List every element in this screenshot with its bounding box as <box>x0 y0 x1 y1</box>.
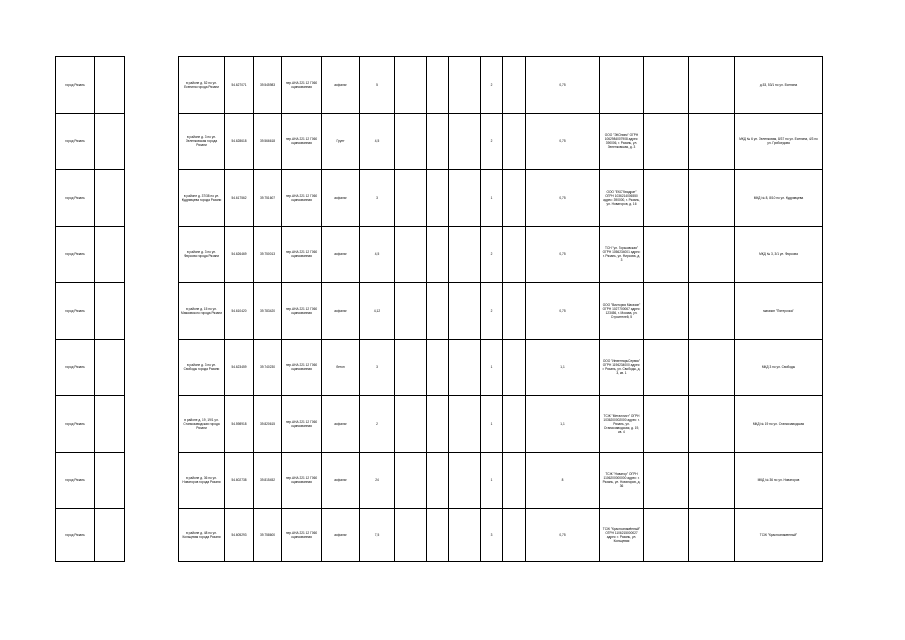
cell-address: в районе д. 36 по ул. Новаторов города Рязани <box>179 452 225 509</box>
cell-containers: 1 <box>481 452 503 509</box>
cell-empty <box>503 452 526 509</box>
cell-coating: пер.АНА 221 12 Г060 оцинкованная <box>282 396 322 453</box>
cell-volume: 0,75 <box>526 113 600 170</box>
cell-source: МКД № 19 по ул. Станкозаводская <box>735 396 823 453</box>
cell-lon: 39.820615 <box>254 396 282 453</box>
cell-empty <box>689 452 735 509</box>
cell-empty <box>689 509 735 562</box>
cell-volume: 8 <box>526 452 600 509</box>
cell-empty <box>689 226 735 283</box>
cell-base: асфальт <box>322 226 360 283</box>
cell-cnt3 <box>449 396 481 453</box>
cell-lat: 54.602738 <box>225 452 254 509</box>
cell-lat: 54.598918 <box>225 396 254 453</box>
cell-empty <box>644 452 689 509</box>
cell-source: д.53, 53/1 по ул. Есенина <box>735 57 823 114</box>
cell-empty <box>644 113 689 170</box>
table-row <box>56 283 823 340</box>
cell-coating: пер.АНА 221 12 Г060 оцинкованная <box>282 113 322 170</box>
cell-address: в районе д. 3 по ул. Свободы города Рязани <box>179 339 225 396</box>
cell-containers: 1 <box>481 396 503 453</box>
table-row <box>56 113 823 170</box>
cell-empty <box>503 170 526 227</box>
cell-lon: 39.545983 <box>254 57 282 114</box>
cell-source: МКД № 6 ул. Зеленковая, 8/37 по ул. Есенина, 4/3 по ул. Грибоедова <box>735 113 823 170</box>
cell-base: асфальт <box>322 170 360 227</box>
cell-empty <box>644 396 689 453</box>
cell-settlement: город Рязань <box>56 57 95 114</box>
cell-owner: ТСЖ "Металлист" ОГРН 1036200002000 адрес: г. Рязань, ул. Станкозаводская, д. 19, кв. 4 <box>600 396 644 453</box>
cell-empty <box>503 57 526 114</box>
cell-empty <box>503 283 526 340</box>
cell-source: МКД № 3, 3/1 ул. Фирсова <box>735 226 823 283</box>
table-row <box>56 396 823 453</box>
table-row <box>56 226 823 283</box>
column-gap <box>125 452 179 509</box>
cell-containers: 3 <box>481 509 503 562</box>
cell-base: асфальт <box>322 396 360 453</box>
column-gap <box>125 113 179 170</box>
cell-empty <box>95 339 125 396</box>
column-gap <box>125 57 179 114</box>
cell-containers: 2 <box>481 113 503 170</box>
cell-base: бетон <box>322 339 360 396</box>
cell-owner: ТСЖ "Новатор" ОГРН 1106200000000 адрес: г. Рязань, ул. Новаторов, д. 36 <box>600 452 644 509</box>
cell-lat: 54.626469 <box>225 226 254 283</box>
cell-containers: 1 <box>481 170 503 227</box>
cell-settlement: город Рязань <box>56 226 95 283</box>
cell-base: асфальт <box>322 283 360 340</box>
cell-empty <box>95 170 125 227</box>
cell-cnt2 <box>427 226 449 283</box>
cell-settlement: город Рязань <box>56 452 95 509</box>
cell-address: в районе д. 48 по ул. Кольцевая города Рязани <box>179 509 225 562</box>
table-row <box>56 57 823 114</box>
cell-cnt2 <box>427 283 449 340</box>
cell-cnt1 <box>395 452 427 509</box>
cell-empty <box>644 283 689 340</box>
cell-empty <box>689 170 735 227</box>
cell-empty <box>689 283 735 340</box>
cell-lat: 54.617562 <box>225 170 254 227</box>
cell-owner: ООО "ИнвентарьСервис" ОГРН 1196234000 адрес: г. Рязань, ул. Свободы, д. 3, кв. 1 <box>600 339 644 396</box>
cell-cnt3 <box>449 113 481 170</box>
cell-cnt2 <box>427 509 449 562</box>
cell-address: в районе д. 37/38 по ул. Кудрявцева города Рязани <box>179 170 225 227</box>
cell-empty <box>644 57 689 114</box>
cell-owner: ООО "Виктория Магазин" ОГРН 1027700067 адрес: 123456, г. Москва, ул. Строителей, 5 <box>600 283 644 340</box>
cell-cnt3 <box>449 452 481 509</box>
cell-coating: пер.АНА 221 12 Г060 оцинкованная <box>282 170 322 227</box>
cell-containers: 1 <box>481 339 503 396</box>
cell-coating: пер.АНА 221 12 Г060 оцинкованная <box>282 452 322 509</box>
cell-base: асфальт <box>322 452 360 509</box>
cell-cnt2 <box>427 170 449 227</box>
container-sites-table <box>55 56 823 562</box>
cell-area: 4,5 <box>360 113 395 170</box>
cell-cnt3 <box>449 339 481 396</box>
cell-area: 7,5 <box>360 509 395 562</box>
cell-source: МКД 3 по ул. Свободы <box>735 339 823 396</box>
cell-settlement: город Рязань <box>56 339 95 396</box>
cell-owner: ТСН "ул. Горьковская" ОГРН 1056234001 адрес: г. Рязань, ул. Фирсова, д. 3 <box>600 226 644 283</box>
column-gap <box>125 226 179 283</box>
cell-empty <box>95 509 125 562</box>
cell-area: 24 <box>360 452 395 509</box>
cell-lon: 39.815452 <box>254 452 282 509</box>
cell-volume: 1,1 <box>526 339 600 396</box>
cell-coating: пер.АНА 221 12 Г060 оцинкованная <box>282 509 322 562</box>
cell-source: МКД № 8, 8/10 по ул. Кудрявцева <box>735 170 823 227</box>
cell-cnt1 <box>395 226 427 283</box>
cell-empty <box>95 452 125 509</box>
cell-empty <box>503 396 526 453</box>
cell-address: в районе д. 3 по ул. Фирсова города Рязани <box>179 226 225 283</box>
column-gap <box>125 396 179 453</box>
table-row <box>56 452 823 509</box>
cell-source: ТСЖ "Краснознаменный" <box>735 509 823 562</box>
cell-owner: ТСЖ "Краснознамённый" ОГРН 1106215000027 адрес: г. Рязань, ул. Кольцевая <box>600 509 644 562</box>
cell-lon: 39.566618 <box>254 113 282 170</box>
cell-source: магазин "Пятерочка" <box>735 283 823 340</box>
column-gap <box>125 170 179 227</box>
cell-empty <box>95 57 125 114</box>
cell-empty <box>644 170 689 227</box>
cell-cnt3 <box>449 226 481 283</box>
cell-cnt1 <box>395 283 427 340</box>
cell-cnt2 <box>427 452 449 509</box>
cell-cnt3 <box>449 170 481 227</box>
cell-coating: пер.АНА 221 12 Г060 оцинкованная <box>282 57 322 114</box>
cell-empty <box>644 509 689 562</box>
cell-address: в районе д. 3 по ул. Зеленковская города Рязани <box>179 113 225 170</box>
cell-empty <box>95 396 125 453</box>
cell-empty <box>689 396 735 453</box>
cell-volume: 0,75 <box>526 509 600 562</box>
cell-empty <box>689 57 735 114</box>
cell-containers: 2 <box>481 226 503 283</box>
cell-lat: 54.610420 <box>225 283 254 340</box>
cell-settlement: город Рязань <box>56 283 95 340</box>
cell-cnt2 <box>427 57 449 114</box>
cell-containers: 2 <box>481 283 503 340</box>
cell-lon: 39.750013 <box>254 226 282 283</box>
cell-empty <box>95 283 125 340</box>
cell-lon: 39.758600 <box>254 509 282 562</box>
cell-cnt2 <box>427 396 449 453</box>
cell-coating: пер.АНА 221 12 Г060 оцинкованная <box>282 339 322 396</box>
cell-empty <box>503 339 526 396</box>
cell-volume: 0,75 <box>526 57 600 114</box>
cell-lat: 54.605293 <box>225 509 254 562</box>
cell-empty <box>503 509 526 562</box>
table-row <box>56 509 823 562</box>
cell-cnt2 <box>427 339 449 396</box>
cell-cnt1 <box>395 339 427 396</box>
cell-cnt3 <box>449 283 481 340</box>
cell-lon: 39.740230 <box>254 339 282 396</box>
cell-source: МКД № 36 по ул. Новаторов <box>735 452 823 509</box>
cell-address: в районе д. 52 по ул. Есенина города Рязани <box>179 57 225 114</box>
cell-base: асфальт <box>322 57 360 114</box>
cell-area: 5 <box>360 57 395 114</box>
cell-area: 3 <box>360 339 395 396</box>
cell-containers: 2 <box>481 57 503 114</box>
cell-settlement: город Рязань <box>56 170 95 227</box>
cell-owner <box>600 57 644 114</box>
cell-address: в районе д. 19, 19/1 ул. Станкозаводская города Рязани <box>179 396 225 453</box>
cell-base: Грунт <box>322 113 360 170</box>
column-gap <box>125 283 179 340</box>
cell-lon: 39.751607 <box>254 170 282 227</box>
cell-cnt3 <box>449 509 481 562</box>
table-row <box>56 339 823 396</box>
cell-empty <box>644 339 689 396</box>
cell-area: 4,12 <box>360 283 395 340</box>
table-row <box>56 170 823 227</box>
cell-owner: ООО "ЭКОлинк" ОГРН 1062984007908 адрес: 390006, г. Рязань, ул. Зеленковская, д. 3 <box>600 113 644 170</box>
cell-settlement: город Рязань <box>56 113 95 170</box>
cell-volume: 0,75 <box>526 283 600 340</box>
cell-lat: 54.623459 <box>225 339 254 396</box>
cell-empty <box>689 339 735 396</box>
cell-area: 2 <box>360 396 395 453</box>
cell-cnt1 <box>395 57 427 114</box>
column-gap <box>125 339 179 396</box>
cell-volume: 0,75 <box>526 226 600 283</box>
cell-cnt3 <box>449 57 481 114</box>
cell-settlement: город Рязань <box>56 396 95 453</box>
cell-area: 4,5 <box>360 226 395 283</box>
cell-lon: 39.783420 <box>254 283 282 340</box>
cell-settlement: город Рязань <box>56 509 95 562</box>
cell-empty <box>689 113 735 170</box>
cell-coating: пер.АНА 221 12 Г060 оцинкованная <box>282 226 322 283</box>
cell-empty <box>503 226 526 283</box>
cell-cnt1 <box>395 509 427 562</box>
cell-base: асфальт <box>322 509 360 562</box>
cell-owner: ООО "ЕКС"Квадрат" ОГРН 1036214006550 адрес: 390000, г. Рязань, ул. Новаторов, д. 16 <box>600 170 644 227</box>
cell-cnt1 <box>395 396 427 453</box>
cell-cnt1 <box>395 113 427 170</box>
cell-lat: 54.628618 <box>225 113 254 170</box>
column-gap <box>125 509 179 562</box>
cell-volume: 1,1 <box>526 396 600 453</box>
cell-cnt1 <box>395 170 427 227</box>
cell-empty <box>95 226 125 283</box>
cell-coating: пер.АНА 221 12 Г060 оцинкованная <box>282 283 322 340</box>
cell-empty <box>503 113 526 170</box>
cell-cnt2 <box>427 113 449 170</box>
cell-address: в районе д. 15 по ул. Маяковского города Рязани <box>179 283 225 340</box>
cell-empty <box>644 226 689 283</box>
cell-lat: 54.627071 <box>225 57 254 114</box>
cell-volume: 0,75 <box>526 170 600 227</box>
cell-empty <box>95 113 125 170</box>
cell-area: 3 <box>360 170 395 227</box>
